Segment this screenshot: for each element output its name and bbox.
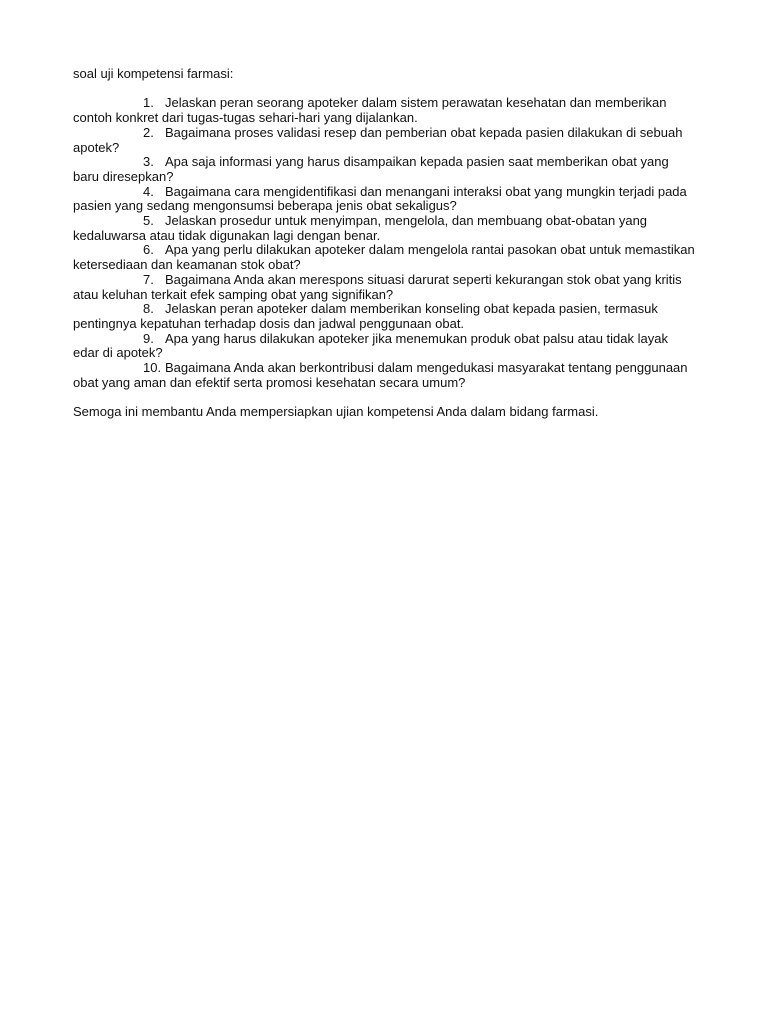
question-text: Bagaimana proses validasi resep dan pemberian obat kepada pasien dilakukan di sebuah apotek? bbox=[73, 124, 683, 155]
closing-paragraph: Semoga ini membantu Anda mempersiapkan ujian kompetensi Anda dalam bidang farmasi. bbox=[73, 404, 599, 420]
question-item bbox=[73, 155, 695, 184]
question-item bbox=[73, 214, 695, 243]
question-item bbox=[73, 243, 695, 272]
question-item bbox=[73, 96, 695, 125]
question-text: Bagaimana cara mengidentifikasi dan menangani interaksi obat yang mungkin terjadi pada pasien yang sedang mengonsumsi beberapa jenis obat sekaligus? bbox=[73, 183, 687, 214]
question-text: Apa saja informasi yang harus disampaikan kepada pasien saat memberikan obat yang baru diresepkan? bbox=[73, 154, 669, 184]
question-number: 8. bbox=[143, 301, 154, 317]
question-item bbox=[73, 185, 695, 214]
document-title: soal uji kompetensi farmasi: bbox=[73, 66, 234, 81]
document-body bbox=[73, 67, 695, 420]
question-list bbox=[73, 96, 695, 390]
question-text: Jelaskan prosedur untuk menyimpan, mengelola, dan membuang obat-obatan yang kedaluwarsa atau tidak digunakan lagi dengan benar. bbox=[73, 213, 648, 243]
question-item bbox=[73, 302, 695, 331]
question-text: Bagaimana Anda akan merespons situasi darurat seperti kekurangan stok obat yang kritis atau keluhan terkait efek samping obat yang signifikan? bbox=[73, 271, 682, 302]
question-item bbox=[73, 361, 695, 390]
question-number: 6. bbox=[143, 242, 154, 258]
question-item bbox=[73, 273, 695, 302]
question-text: Jelaskan peran seorang apoteker dalam sistem perawatan kesehatan dan memberikan contoh konkret dari tugas-tugas sehari-hari yang dijalankan. bbox=[73, 95, 667, 126]
question-item bbox=[73, 332, 695, 361]
question-text: Apa yang perlu dilakukan apoteker dalam mengelola rantai pasokan obat untuk memastikan ketersediaan dan keamanan stok obat? bbox=[73, 242, 695, 273]
question-item bbox=[73, 126, 695, 155]
question-number: 3. bbox=[143, 154, 154, 170]
question-text: Apa yang harus dilakukan apoteker jika menemukan produk obat palsu atau tidak layak edar di apotek? bbox=[73, 330, 668, 361]
question-number: 2. bbox=[143, 124, 154, 140]
question-number: 9. bbox=[143, 330, 154, 346]
question-number: 10. bbox=[143, 360, 162, 376]
question-text: Jelaskan peran apoteker dalam memberikan konseling obat kepada pasien, termasuk pentingnya kepatuhan terhadap dosis dan jadwal penggunaan obat. bbox=[73, 301, 658, 331]
question-number: 5. bbox=[143, 213, 154, 229]
question-number: 7. bbox=[143, 271, 154, 287]
question-number: 4. bbox=[143, 183, 154, 199]
question-number: 1. bbox=[143, 95, 154, 111]
question-text: Bagaimana Anda akan berkontribusi dalam mengedukasi masyarakat tentang penggunaan obat yang aman dan efektif serta promosi kesehatan secara umum? bbox=[73, 360, 688, 390]
